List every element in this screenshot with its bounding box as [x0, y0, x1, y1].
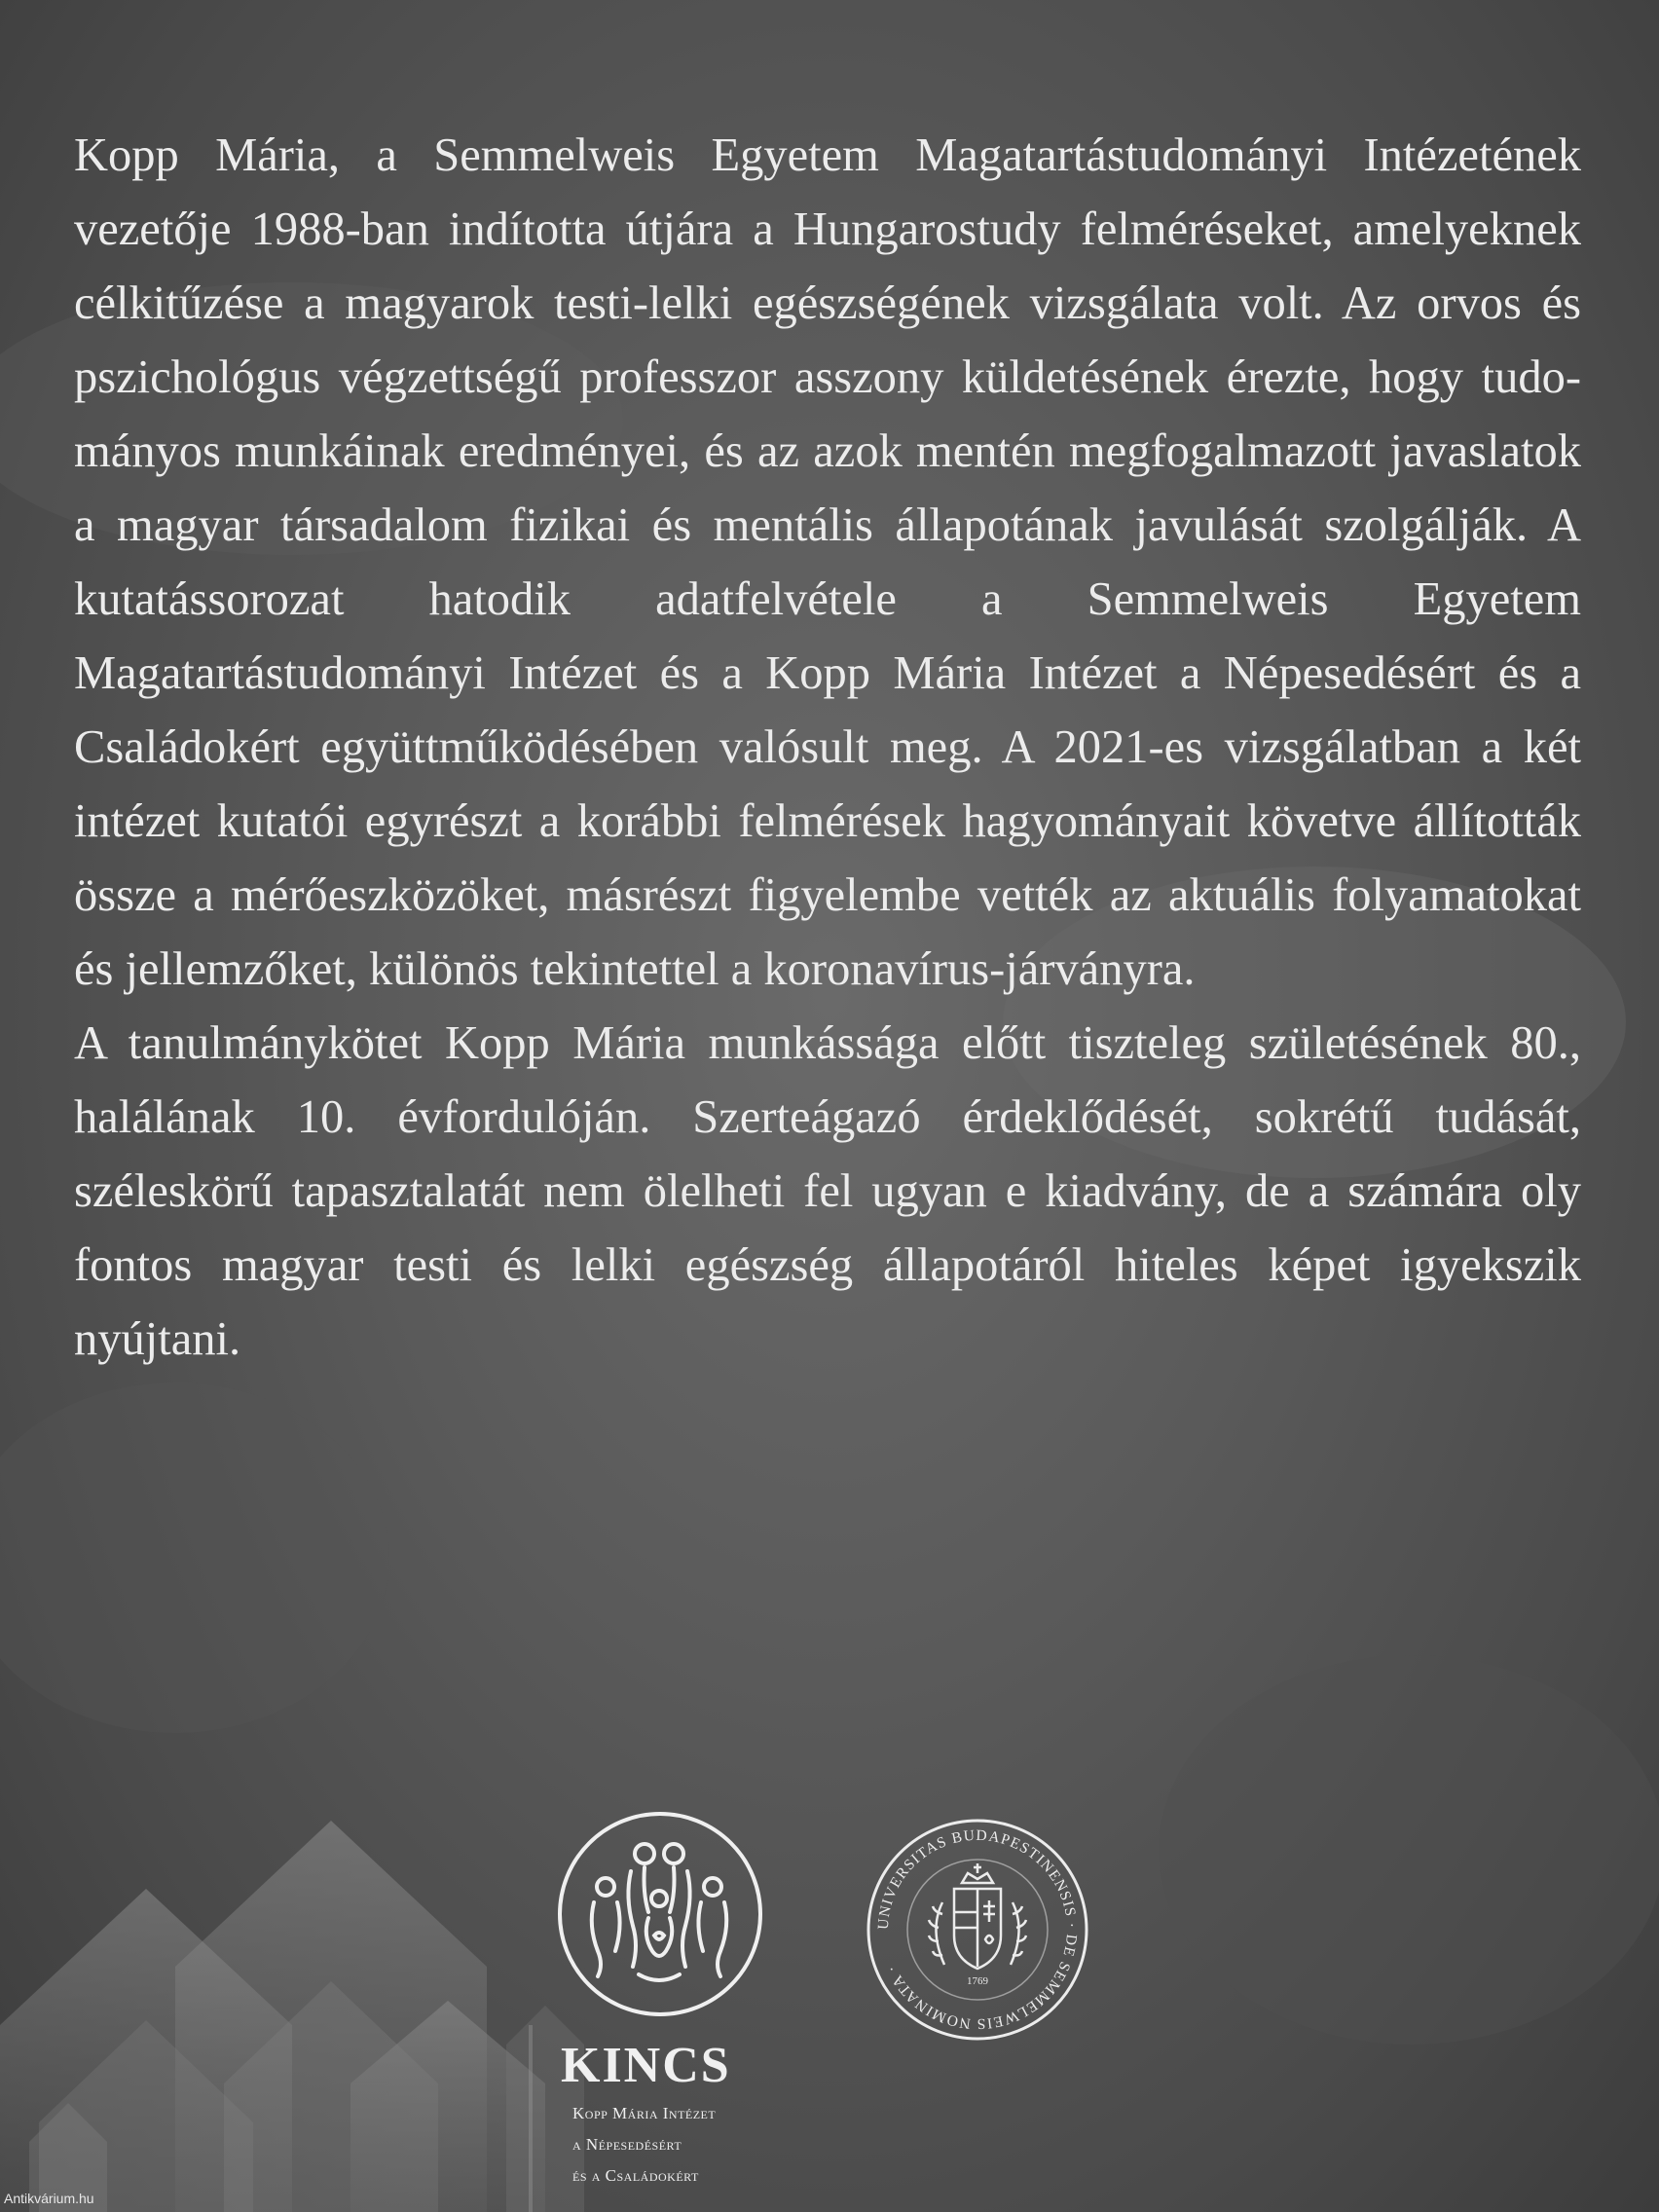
- antikvarium-watermark: Antikvárium.hu: [4, 2191, 94, 2206]
- seal-outer-text: UNIVERSITAS BUDAPESTINENSIS · DE SEMMELWEIS NOMINATA ·: [874, 1826, 1081, 2033]
- family-circle-icon: [555, 1809, 765, 2019]
- crest-with-laurel-icon: [929, 1863, 1026, 1969]
- semmelweis-seal: [861, 1813, 1094, 2046]
- kincs-logo: [551, 1809, 775, 2187]
- blurb-paragraph-2: A tanulmánykötet Kopp Mária munkássága előtt tiszteleg születésének 80., halálának 10. évfordulóján. Szerteágazó érdeklődését, sokrétű tudását, széleskörű tapasztalatát nem ölelheti fel ugyan e kiadvány, de a számára oly fontos magyar testi és lelki egészség állapotáról hiteles képet igyekszik nyújtani.: [74, 1017, 1581, 1365]
- kincs-subtitle-1: Kopp Mária Intézet: [572, 2104, 717, 2122]
- arrow-shapes: [0, 1821, 584, 2212]
- kincs-subtitle-3: és a Családokért: [572, 2166, 699, 2185]
- kincs-wordmark: KINCS: [561, 2038, 731, 2093]
- seal-year: 1769: [967, 1975, 988, 1987]
- kincs-subtitle-2: a Népesedésért: [572, 2135, 682, 2154]
- back-cover-blurb: [74, 119, 1581, 1377]
- blurb-paragraph-1: Kopp Mária, a Semmelweis Egyetem Magatartástudományi Intézetének vezetője 1988-ban indította útjára a Hungarostudy felméréseket, amelyeknek célkitűzése a magyarok testi-lelki egészségének vizsgálata volt. Az orvos és pszichológus végzettségű professzor asszony küldetésének érezte, hogy tudományos munkáinak eredményei, és az azok mentén megfogalmazott javaslatok a magyar társadalom fizikai és mentális állapotának javulását szolgálják. A kutatássorozat hatodik adatfelvétele a Semmelweis Egyetem Magatartástudományi Intézet és a Kopp Mária Intézet a Népesedésért és a Családokért együttműködésében valósult meg. A 2021-es vizsgálatban a két intézet kutatói egyrészt a korábbi felmérések hagyományait követve állították össze a mérőeszközöket, másrészt figyelembe vették az aktuális folyamatokat és jellemzőket, különös tekintettel a koronavírus-járványra.: [74, 129, 1581, 995]
